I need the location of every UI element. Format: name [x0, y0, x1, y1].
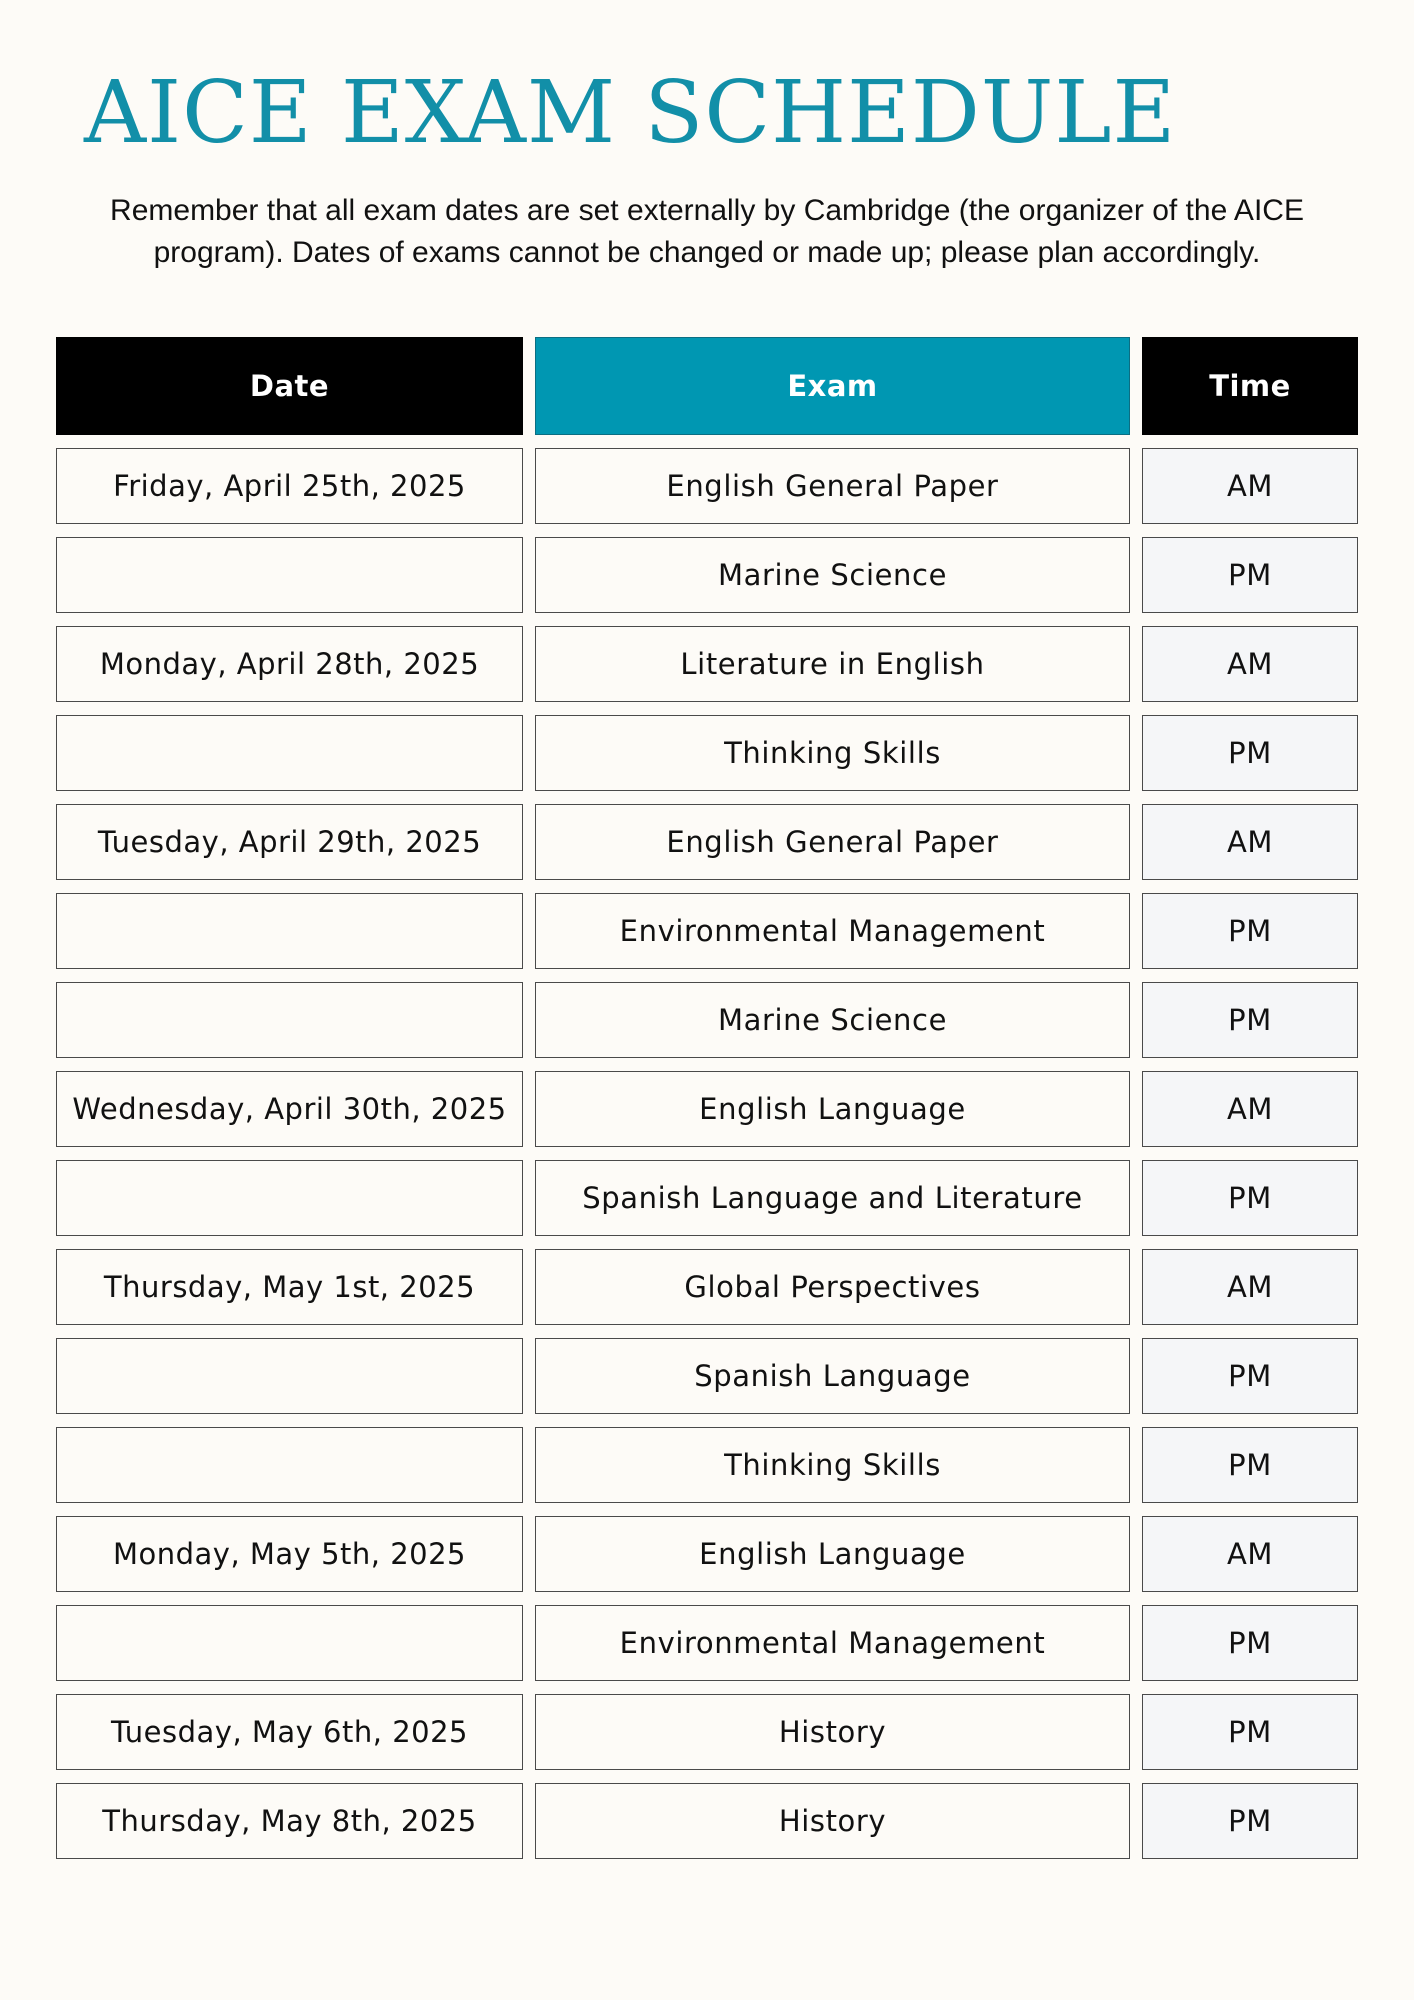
date-cell [56, 982, 523, 1058]
intro-text: Remember that all exam dates are set externally by Cambridge (the organizer of the AICE program). Dates of exams cannot be changed or made up; please plan accordingly. [110, 194, 1304, 269]
page-title: AICE EXAM SCHEDULE [84, 63, 1177, 163]
exam-cell: Spanish Language [535, 1338, 1130, 1414]
exam-cell: Spanish Language and Literature [535, 1160, 1130, 1236]
exam-cell: History [535, 1783, 1130, 1859]
time-column [1142, 337, 1358, 1859]
date-header: Date [56, 337, 523, 435]
date-cell [56, 1605, 523, 1681]
time-cell: AM [1142, 1071, 1358, 1147]
time-cell: PM [1142, 893, 1358, 969]
exam-cell: Environmental Management [535, 1605, 1130, 1681]
date-cell [56, 1338, 523, 1414]
exam-cell: Marine Science [535, 537, 1130, 613]
exam-cell: English Language [535, 1516, 1130, 1592]
date-cell [56, 1160, 523, 1236]
exam-cell: History [535, 1694, 1130, 1770]
exam-cell: English General Paper [535, 804, 1130, 880]
exam-cell: Thinking Skills [535, 715, 1130, 791]
time-cell: PM [1142, 537, 1358, 613]
date-cell: Tuesday, April 29th, 2025 [56, 804, 523, 880]
exam-cell: Marine Science [535, 982, 1130, 1058]
exam-cell: Thinking Skills [535, 1427, 1130, 1503]
exam-cell: English Language [535, 1071, 1130, 1147]
time-cell: AM [1142, 1249, 1358, 1325]
date-column [56, 337, 523, 1859]
time-cell: PM [1142, 1338, 1358, 1414]
time-cell: PM [1142, 1605, 1358, 1681]
time-cell: PM [1142, 715, 1358, 791]
exam-cell: Environmental Management [535, 893, 1130, 969]
date-cell [56, 715, 523, 791]
time-cell: PM [1142, 982, 1358, 1058]
exam-cell: English General Paper [535, 448, 1130, 524]
date-cell: Tuesday, May 6th, 2025 [56, 1694, 523, 1770]
date-cell [56, 1427, 523, 1503]
time-cell: AM [1142, 448, 1358, 524]
date-cell: Friday, April 25th, 2025 [56, 448, 523, 524]
time-cell: PM [1142, 1694, 1358, 1770]
exam-column [535, 337, 1130, 1859]
time-cell: AM [1142, 804, 1358, 880]
date-cell: Thursday, May 8th, 2025 [56, 1783, 523, 1859]
time-cell: AM [1142, 626, 1358, 702]
exam-header: Exam [535, 337, 1130, 435]
date-cell: Thursday, May 1st, 2025 [56, 1249, 523, 1325]
exam-cell: Global Perspectives [535, 1249, 1130, 1325]
time-cell: PM [1142, 1427, 1358, 1503]
date-cell [56, 537, 523, 613]
time-cell: AM [1142, 1516, 1358, 1592]
exam-cell: Literature in English [535, 626, 1130, 702]
time-cell: PM [1142, 1783, 1358, 1859]
date-cell: Monday, April 28th, 2025 [56, 626, 523, 702]
date-cell: Wednesday, April 30th, 2025 [56, 1071, 523, 1147]
date-cell: Monday, May 5th, 2025 [56, 1516, 523, 1592]
time-cell: PM [1142, 1160, 1358, 1236]
time-header: Time [1142, 337, 1358, 435]
date-cell [56, 893, 523, 969]
